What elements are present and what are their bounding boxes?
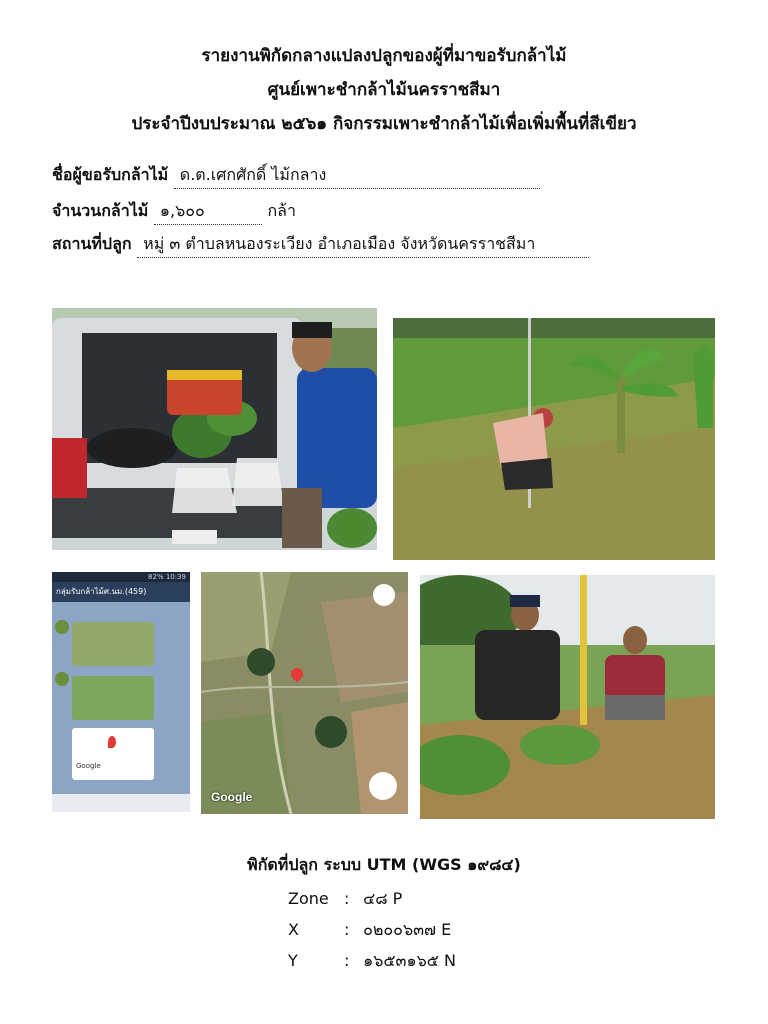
- zone-value: ๔๘ P: [363, 889, 403, 908]
- map-pin-icon: [108, 736, 116, 748]
- chat-map-card: [72, 728, 154, 780]
- chat-title: กลุ่มรับกล้าไม้ศ.นม.(459): [52, 582, 190, 602]
- location-label: สถานที่ปลูก: [52, 234, 132, 253]
- my-location-icon[interactable]: [369, 772, 397, 800]
- quantity-label: จำนวนกล้าไม้: [52, 201, 149, 220]
- phone-status-bar: 82% 10:39: [52, 572, 190, 582]
- planting-site-photo-2: [420, 575, 715, 819]
- x-value: ๐๒๐๐๖๓๗ E: [363, 920, 452, 939]
- x-row: X : ๐๒๐๐๖๓๗ E: [288, 920, 452, 939]
- location-value: หมู่ ๓ ตำบลหนองระเวียง อำเภอเมือง จังหวัดนครราชสีมา: [137, 232, 589, 258]
- map-card-google: Google: [76, 762, 101, 770]
- quantity-unit: กล้า: [267, 201, 296, 220]
- y-value: ๑๖๕๓๑๖๕ N: [363, 951, 456, 970]
- sender-avatar: [55, 620, 69, 634]
- zone-key: Zone: [288, 889, 329, 908]
- sender-avatar: [55, 672, 69, 686]
- y-key: Y: [288, 951, 298, 970]
- planting-site-photo-1: [393, 318, 715, 560]
- recipient-label: ชื่อผู้ขอรับกล้าไม้: [52, 165, 169, 184]
- layers-icon[interactable]: [373, 584, 395, 606]
- quantity-field: [52, 199, 296, 225]
- satellite-map[interactable]: [201, 572, 408, 814]
- x-key: X: [288, 920, 299, 939]
- truck-seedlings-photo: [52, 308, 377, 550]
- google-logo: Google: [211, 790, 253, 804]
- chat-screenshot: [52, 572, 190, 812]
- y-row: Y : ๑๖๕๓๑๖๕ N: [288, 951, 456, 970]
- zone-row: Zone : ๔๘ P: [288, 889, 403, 908]
- quantity-value: ๑,๖๐๐: [154, 199, 262, 225]
- coordinates-title: พิกัดที่ปลูก ระบบ UTM (WGS ๑๙๘๔): [247, 855, 521, 874]
- fiscal-year-line: ประจำปีงบประมาณ ๒๕๖๑ กิจกรรมเพาะชำกล้าไม้เพื่อเพิ่มพื้นที่สีเขียว: [131, 114, 637, 134]
- center-name: ศูนย์เพาะชำกล้าไม้นครราชสีมา: [267, 80, 501, 100]
- chat-image-1: [72, 622, 154, 666]
- recipient-value: ด.ต.เศกศักดิ์ ไม้กลาง: [174, 163, 540, 189]
- report-title: รายงานพิกัดกลางแปลงปลูกของผู้ที่มาขอรับกล้าไม้: [201, 46, 567, 66]
- recipient-field: [52, 163, 540, 189]
- chat-image-2: [72, 676, 154, 720]
- chat-input-bar[interactable]: [52, 794, 190, 812]
- location-field: [52, 232, 589, 258]
